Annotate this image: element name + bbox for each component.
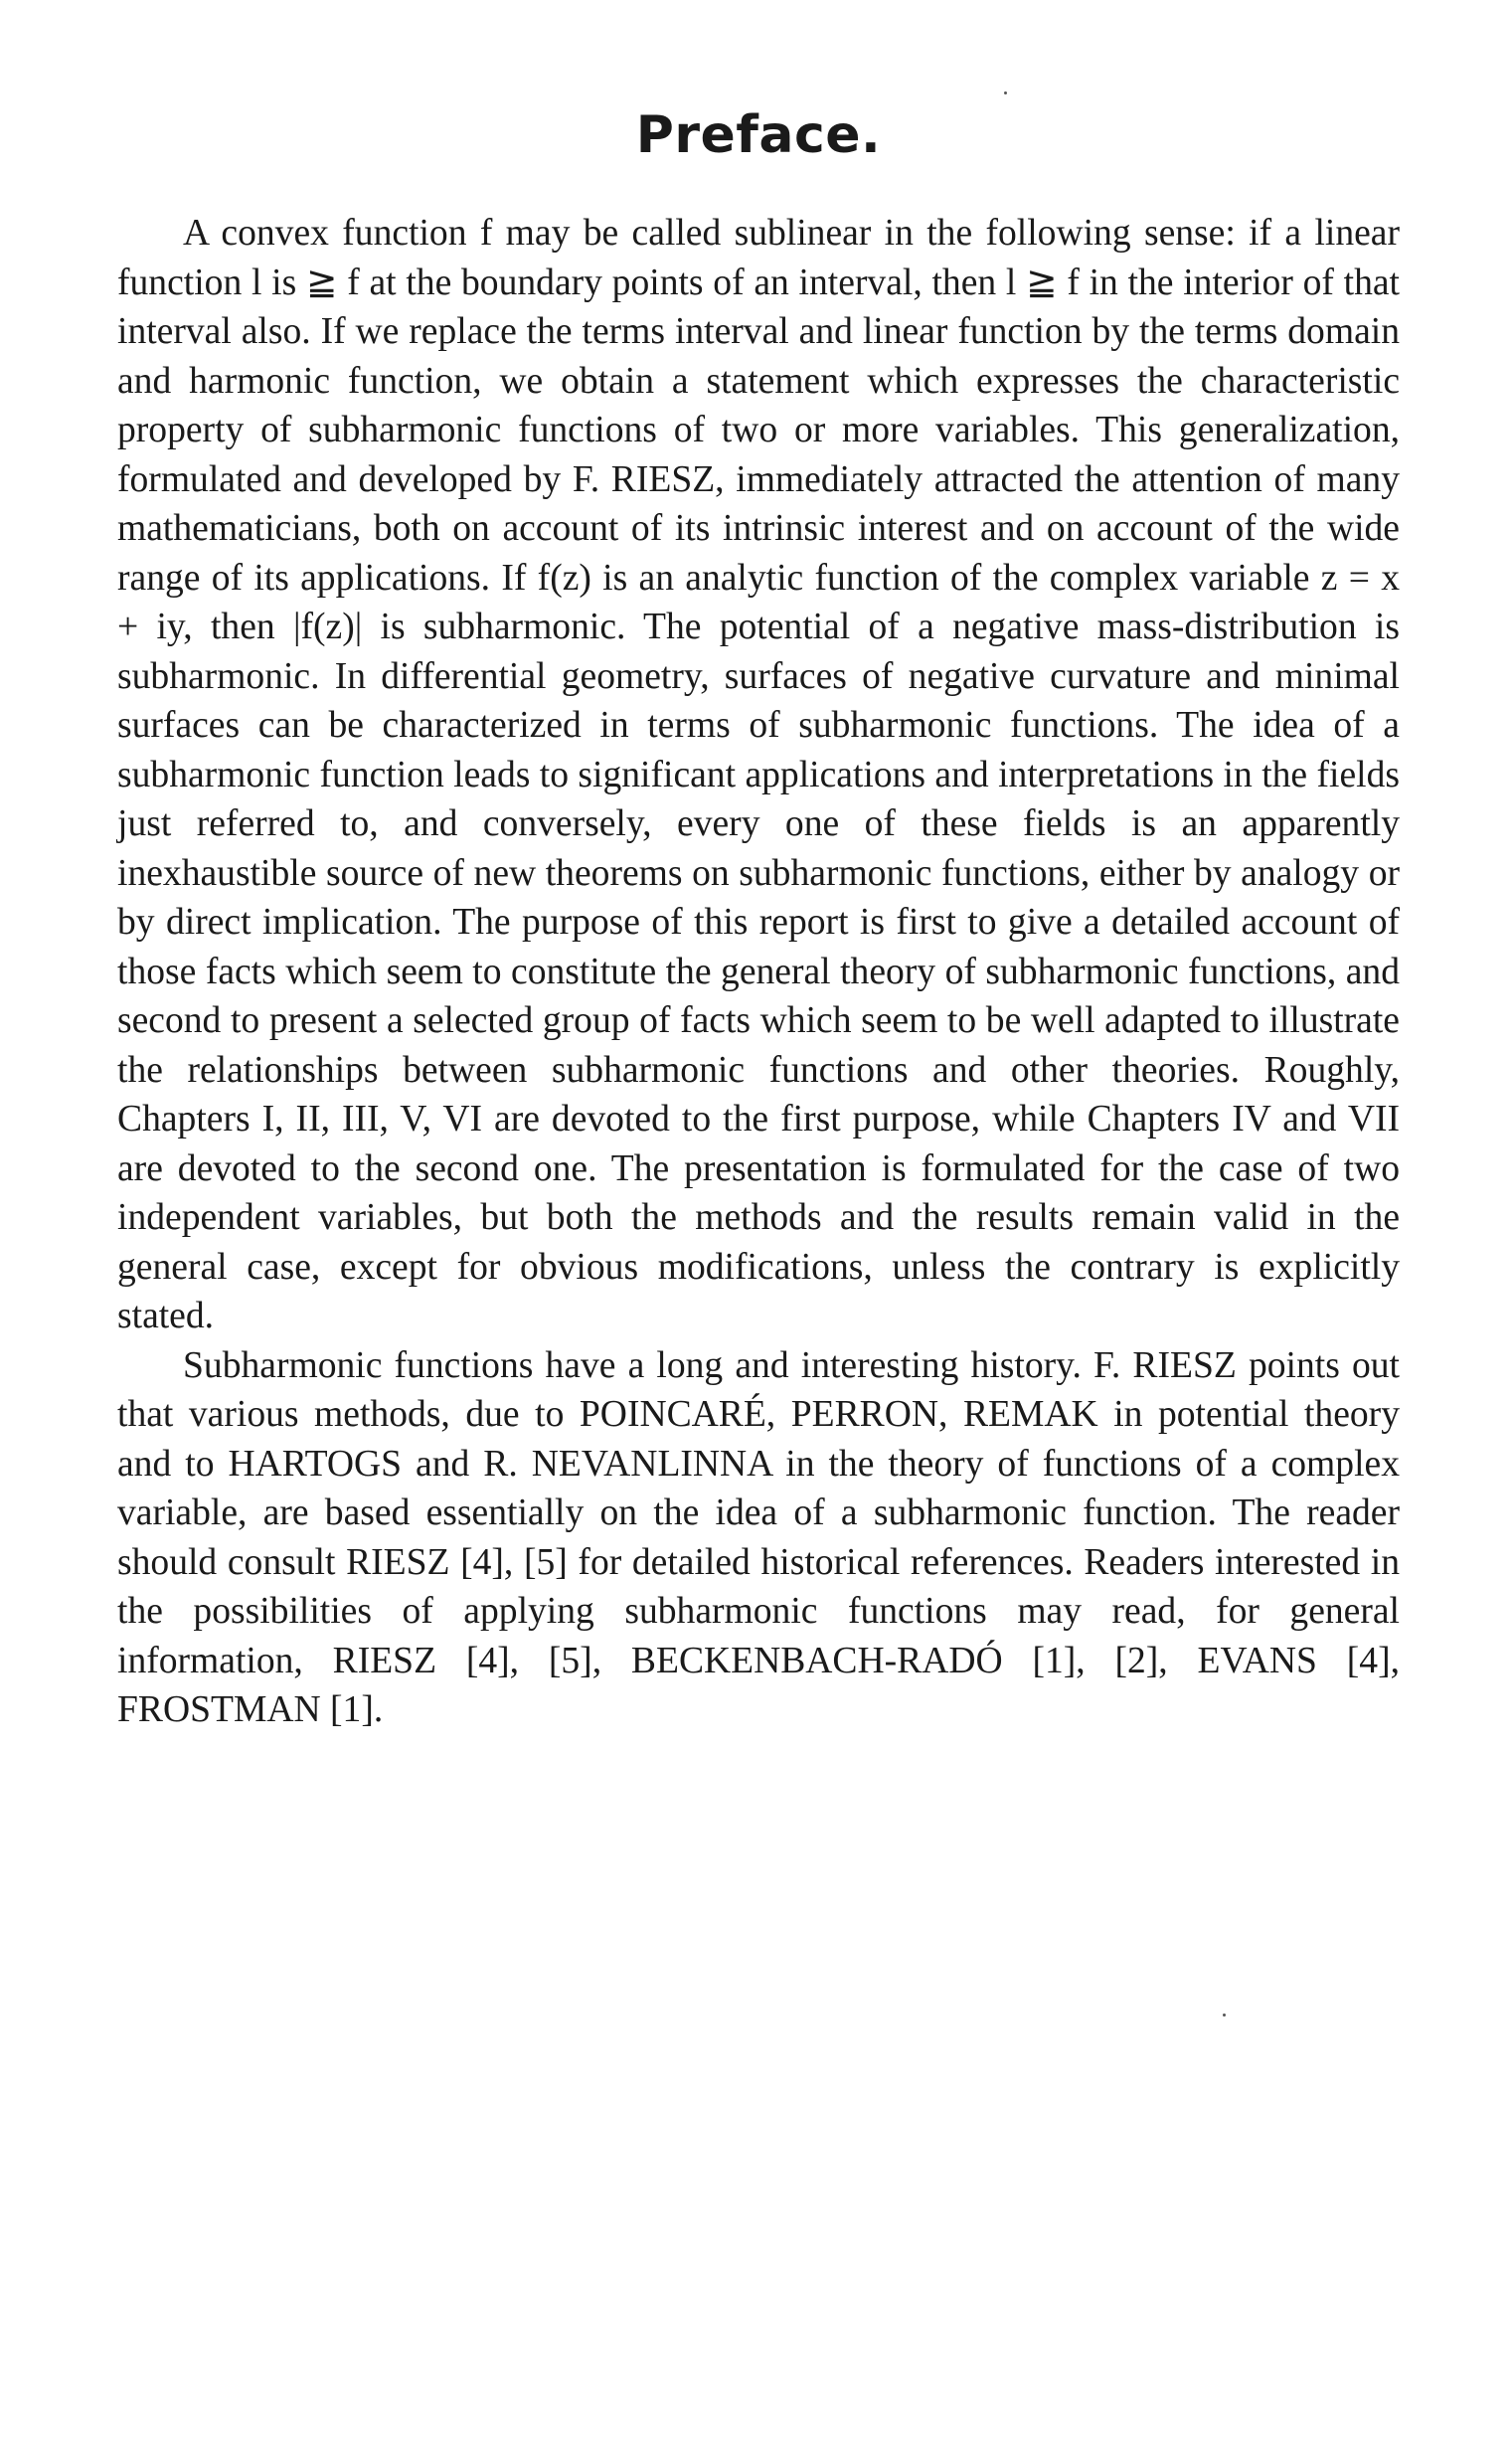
page-title: Preface. (635, 105, 882, 165)
paragraph-1: A convex function f may be called sublinear in the following sense: if a linear function l is ≧ f at the boundary points of an interval, then l ≧ f in the interior of that interval also. If we replace the terms interval and linear function by the terms domain and harmonic function, we obtain a statement which expresses the characteristic property of subharmonic functions of two or more variables. This generalization, formulated and developed by F. RIESZ, immediately attracted the attention of many mathematicians, both on account of its intrinsic interest and on account of the wide range of its applications. If f(z) is an analytic function of the complex variable z = x + iy, then |f(z)| is subharmonic. The potential of a negative mass-distribution is subharmonic. In differential geometry, surfaces of negative curvature and minimal surfaces can be characterized in terms of subharmonic functions. The idea of a subharmonic function leads to significant applications and interpretations in the fields just referred to, and conversely, every one of these fields is an apparently inexhaustible source of new theorems on subharmonic functions, either by analogy or by direct implication. The purpose of this report is first to give a detailed account of those facts which seem to constitute the general theory of subharmonic functions, and second to present a selected group of facts which seem to be well adapted to illustrate the relationships between subharmonic functions and other theories. Roughly, Chapters I, II, III, V, VI are devoted to the first purpose, while Chapters IV and VII are devoted to the second one. The presentation is formulated for the case of two independent variables, but both the methods and the results remain valid in the general case, except for obvious modifications, unless the contrary is explicitly stated. (117, 213, 1400, 1336)
book-page (117, 105, 1400, 1735)
print-speck (1004, 91, 1007, 94)
print-speck (1223, 2014, 1226, 2017)
paragraph-2: Subharmonic functions have a long and interesting history. F. RIESZ points out that various methods, due to POINCARÉ, PERRON, REMAK in potential theory and to HARTOGS and R. NEVANLINNA in the theory of functions of a complex variable, are based essentially on the idea of a subharmonic function. The reader should consult RIESZ [4], [5] for detailed historical references. Readers interested in the possibilities of applying subharmonic functions may read, for general information, RIESZ [4], [5], BECKENBACH-RADÓ [1], [2], EVANS [4], FROSTMAN [1]. (117, 1344, 1400, 1730)
